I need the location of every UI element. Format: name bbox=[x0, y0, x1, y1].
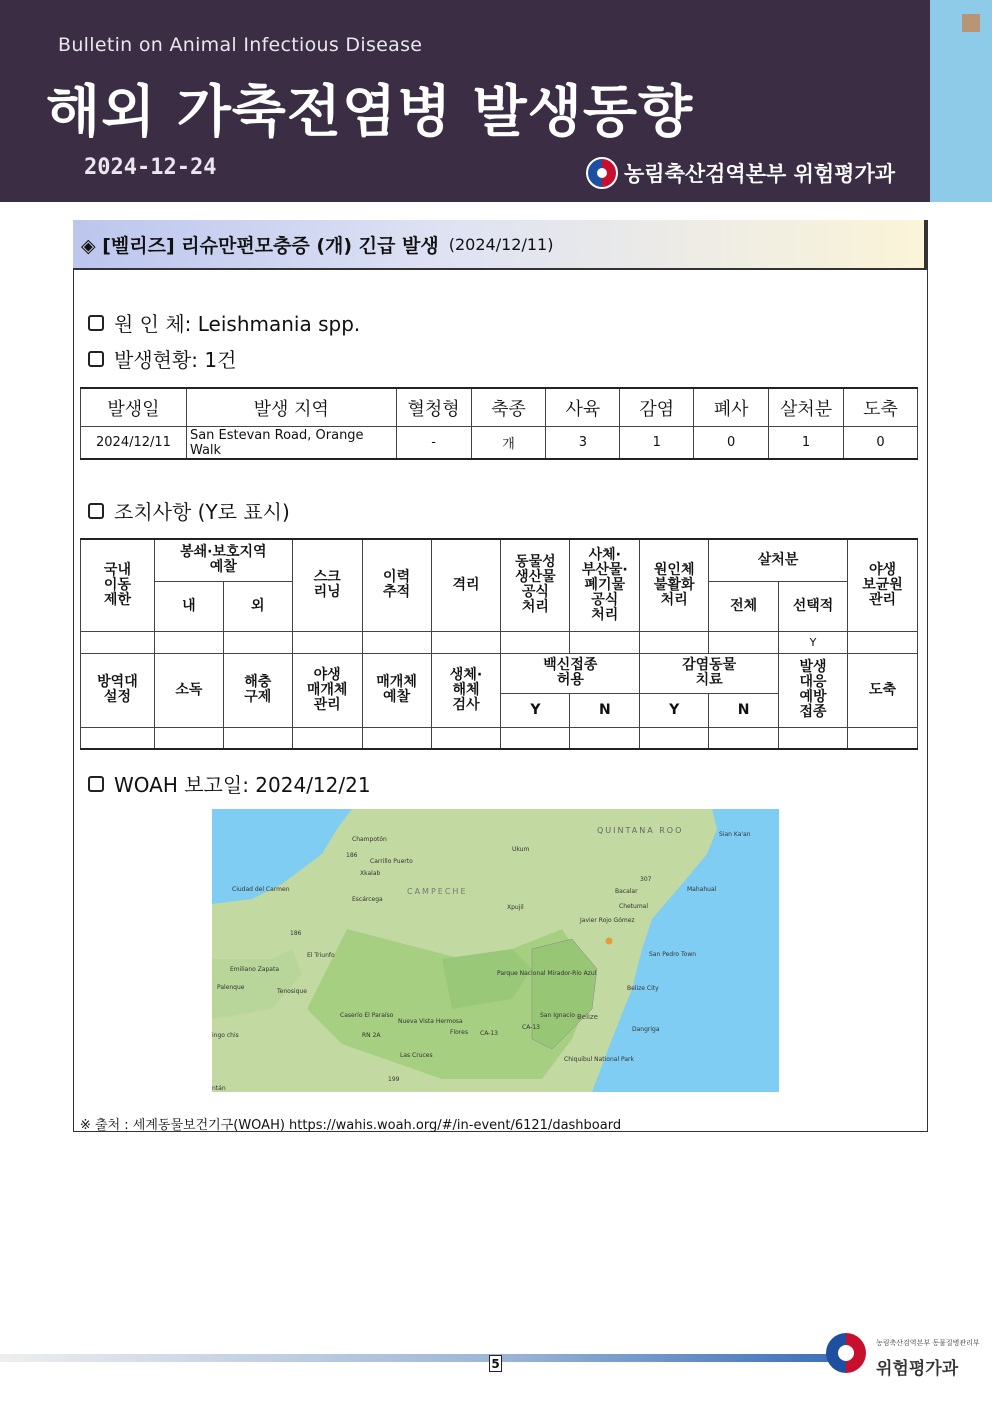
map-road-label: CA-13 bbox=[480, 1030, 498, 1037]
table-cell: N bbox=[570, 693, 640, 727]
map-label: CAMPECHE bbox=[407, 887, 468, 896]
footer-bar bbox=[0, 1354, 840, 1362]
map-label: Javier Rojo Gómez bbox=[580, 917, 635, 924]
col-header: 축종 bbox=[471, 388, 546, 427]
checkbox-icon bbox=[88, 351, 104, 367]
table-cell: 개 bbox=[471, 427, 546, 460]
map-road-label: 186 bbox=[346, 852, 358, 859]
agent-item bbox=[88, 308, 360, 337]
table-cell bbox=[570, 631, 640, 653]
table-cell: 동물성 생산물 공식 처리 bbox=[501, 539, 570, 631]
table-cell: 격리 bbox=[431, 539, 501, 631]
map-label: Champotón bbox=[352, 836, 387, 843]
map-label: Escárcega bbox=[352, 896, 383, 903]
table-cell: 야생 매개체 관리 bbox=[292, 653, 362, 727]
table-row bbox=[81, 427, 918, 460]
map-label: Palenque bbox=[217, 984, 245, 991]
table-cell: 매개체 예찰 bbox=[362, 653, 431, 727]
col-header: 감염 bbox=[620, 388, 694, 427]
table-cell bbox=[362, 631, 431, 653]
table-row bbox=[81, 727, 918, 749]
map-label: Chetumal bbox=[619, 903, 649, 910]
bulletin-subtitle: Bulletin on Animal Infectious Disease bbox=[58, 34, 423, 56]
map-label: Caserío El Paraíso bbox=[340, 1012, 394, 1019]
map-label: Belize bbox=[577, 1013, 598, 1021]
header-accent-square bbox=[962, 14, 980, 32]
map-label: Chiquibul National Park bbox=[564, 1056, 634, 1063]
map-label: Mahahual bbox=[687, 886, 717, 893]
table-cell bbox=[362, 727, 431, 749]
table-cell bbox=[501, 727, 570, 749]
table-cell: 이력 추적 bbox=[362, 539, 431, 631]
map-road-label: 307 bbox=[640, 876, 652, 883]
table-cell bbox=[292, 631, 362, 653]
taegeuk-logo-icon bbox=[826, 1333, 866, 1373]
footer-org-small: 농림축산검역본부 동물질병관리부 bbox=[876, 1339, 980, 1347]
map-label: Las Cruces bbox=[400, 1052, 433, 1059]
table-cell bbox=[223, 631, 292, 653]
table-cell: 발생 대응 예방 접종 bbox=[779, 653, 848, 727]
table-cell: Y bbox=[779, 631, 848, 653]
table-cell: 백신접종 허용 bbox=[501, 653, 640, 693]
map-label: Carrillo Puerto bbox=[370, 858, 413, 865]
section-title-bar bbox=[73, 220, 928, 270]
measures-table bbox=[80, 538, 918, 750]
table-cell bbox=[81, 631, 155, 653]
map-label: San Pedro Town bbox=[649, 951, 697, 958]
map-road-label: CA-13 bbox=[522, 1024, 540, 1031]
taegeuk-logo-icon bbox=[586, 157, 618, 189]
header-org-label: 농림축산검역본부 위험평가과 bbox=[624, 162, 896, 186]
table-cell: - bbox=[396, 427, 471, 460]
map-label: ingo chis bbox=[212, 1032, 239, 1039]
header-org bbox=[586, 157, 895, 189]
outbreak-table bbox=[80, 387, 918, 460]
table-cell: 선택적 bbox=[779, 581, 848, 631]
table-cell bbox=[570, 727, 640, 749]
table-cell bbox=[640, 631, 709, 653]
outbreak-header-row bbox=[81, 388, 918, 427]
table-cell: San Estevan Road, Orange Walk bbox=[186, 427, 396, 460]
col-header: 발생 지역 bbox=[186, 388, 396, 427]
table-cell: 원인체 불활화 처리 bbox=[640, 539, 709, 631]
table-cell: 해충 구제 bbox=[223, 653, 292, 727]
table-cell bbox=[431, 727, 501, 749]
map-label: Tenosique bbox=[277, 988, 307, 995]
outbreak-map bbox=[212, 809, 779, 1092]
map-label: Xkalab bbox=[360, 870, 381, 877]
table-cell: 살처분 bbox=[709, 539, 848, 581]
table-cell bbox=[292, 727, 362, 749]
table-cell: Y bbox=[501, 693, 570, 727]
table-cell bbox=[847, 631, 917, 653]
bulletin-date: 2024-12-24 bbox=[84, 155, 217, 180]
map-label: Parque Nacional Mirador-Río Azul bbox=[497, 970, 597, 977]
checkbox-icon bbox=[88, 503, 104, 519]
table-cell: 내 bbox=[154, 581, 223, 631]
section-title: ◈ [벨리즈] 리슈만편모충증 (개) 긴급 발생 bbox=[81, 234, 439, 257]
map-road-label: 199 bbox=[388, 1076, 400, 1083]
agent-text: 원 인 체: Leishmania spp. bbox=[114, 312, 361, 336]
col-header: 살처분 bbox=[769, 388, 844, 427]
table-cell bbox=[154, 727, 223, 749]
map-label: Emiliano Zapata bbox=[230, 966, 279, 973]
map-road-label: 186 bbox=[290, 930, 302, 937]
map-label: Dangriga bbox=[632, 1026, 660, 1033]
status-item bbox=[88, 344, 236, 373]
footer-org-big: 위험평가과 bbox=[876, 1359, 959, 1379]
table-cell: N bbox=[709, 693, 779, 727]
table-cell: 2024/12/11 bbox=[81, 427, 187, 460]
table-cell: 봉쇄·보호지역 예찰 bbox=[154, 539, 292, 581]
map-label: Sian Ka'an bbox=[719, 831, 751, 838]
map-label: QUINTANA ROO bbox=[597, 826, 684, 835]
col-header: 도축 bbox=[844, 388, 918, 427]
map-label: Belize City bbox=[627, 985, 659, 992]
table-cell bbox=[431, 631, 501, 653]
map-label: Xpujil bbox=[507, 904, 524, 911]
header-accent bbox=[930, 0, 992, 202]
table-row bbox=[81, 631, 918, 653]
table-cell: 0 bbox=[694, 427, 769, 460]
table-cell: 1 bbox=[769, 427, 844, 460]
map-label: Nueva Vista Hermosa bbox=[398, 1018, 463, 1025]
measures-text: 조치사항 (Y로 표시) bbox=[114, 500, 290, 524]
table-cell bbox=[847, 727, 917, 749]
map-label: Ukum bbox=[512, 846, 530, 853]
checkbox-icon bbox=[88, 776, 104, 792]
table-cell bbox=[709, 727, 779, 749]
status-text: 발생현황: 1건 bbox=[114, 348, 237, 372]
table-cell: 야생 보균원 관리 bbox=[847, 539, 917, 631]
table-cell: Y bbox=[640, 693, 709, 727]
table-cell bbox=[154, 631, 223, 653]
table-cell: 전체 bbox=[709, 581, 779, 631]
page-number: 5 bbox=[489, 1355, 502, 1372]
table-cell: 감염동물 치료 bbox=[640, 653, 779, 693]
table-cell: 0 bbox=[844, 427, 918, 460]
table-cell: 3 bbox=[546, 427, 620, 460]
table-cell: 외 bbox=[223, 581, 292, 631]
bulletin-title: 해외 가축전염병 발생동향 bbox=[46, 80, 694, 145]
measures-item bbox=[88, 496, 290, 525]
col-header: 폐사 bbox=[694, 388, 769, 427]
map-label: Ciudad del Carmen bbox=[232, 886, 290, 893]
table-cell: 스크 리닝 bbox=[292, 539, 362, 631]
source-note: ※ 출처 : 세계동물보건기구(WOAH) https://wahis.woah.org/#/in-event/6121/dashboard bbox=[80, 1118, 622, 1133]
table-cell bbox=[81, 727, 155, 749]
table-cell bbox=[501, 631, 570, 653]
table-cell: 1 bbox=[620, 427, 694, 460]
col-header: 사육 bbox=[546, 388, 620, 427]
map-label: San Ignacio bbox=[540, 1012, 575, 1019]
table-cell: 방역대 설정 bbox=[81, 653, 155, 727]
map-label: Bacalar bbox=[615, 888, 638, 895]
table-cell: 사체· 부산물· 폐기물 공식 처리 bbox=[570, 539, 640, 631]
map-label: ntán bbox=[212, 1085, 226, 1092]
table-cell: 소독 bbox=[154, 653, 223, 727]
table-cell: 생체· 해체 검사 bbox=[431, 653, 501, 727]
map-label: Flores bbox=[450, 1029, 468, 1036]
col-header: 혈청형 bbox=[396, 388, 471, 427]
table-cell: 도축 bbox=[847, 653, 917, 727]
checkbox-icon bbox=[88, 315, 104, 331]
table-cell bbox=[223, 727, 292, 749]
table-cell bbox=[640, 727, 709, 749]
map-label: El Triunfo bbox=[307, 952, 335, 959]
table-cell: 국내 이동 제한 bbox=[81, 539, 155, 631]
section-date: (2024/12/11) bbox=[448, 234, 554, 254]
table-cell bbox=[709, 631, 779, 653]
map-road-label: RN 2A bbox=[362, 1032, 381, 1039]
table-cell bbox=[779, 727, 848, 749]
woah-text: WOAH 보고일: 2024/12/21 bbox=[114, 773, 371, 797]
woah-item bbox=[88, 769, 371, 798]
col-header: 발생일 bbox=[81, 388, 187, 427]
